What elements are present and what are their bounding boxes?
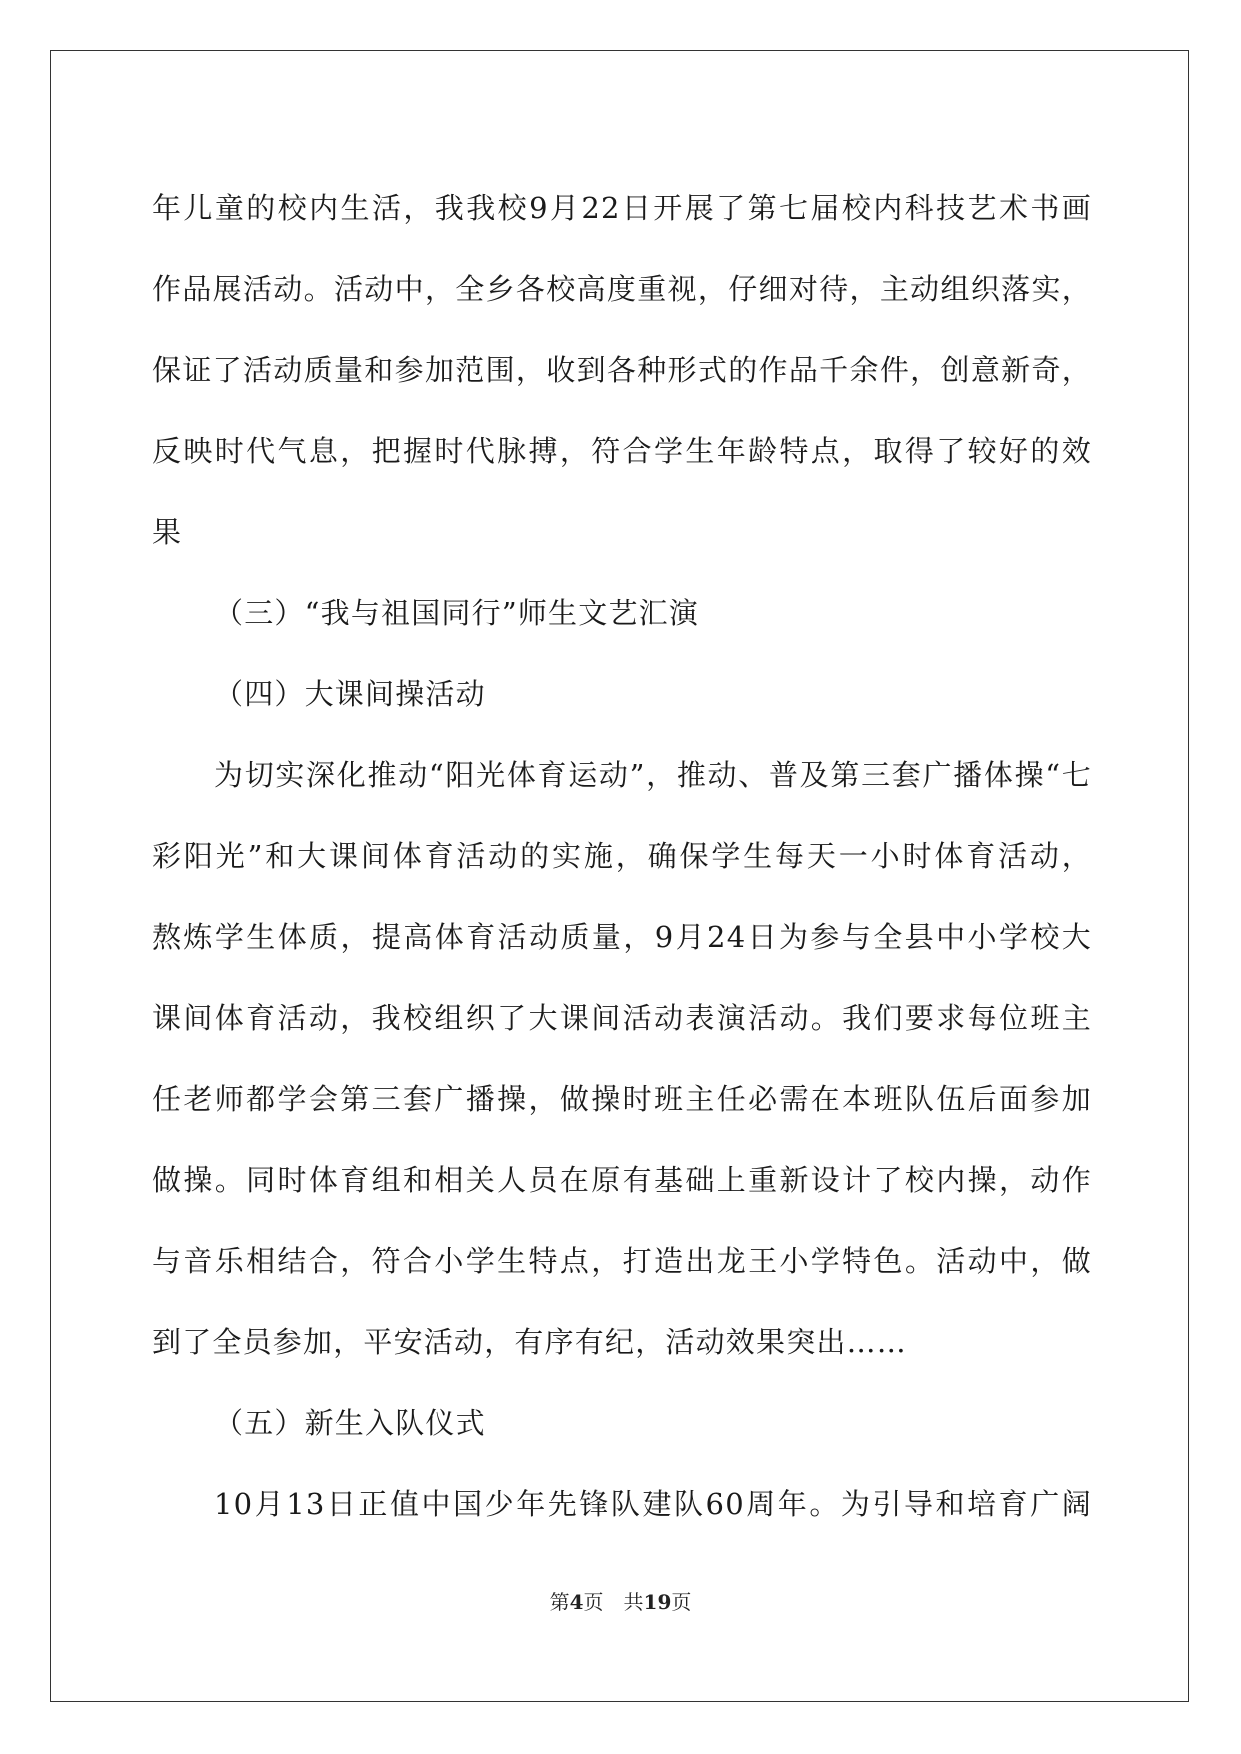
text-line: 保证了活动质量和参加范围，收到各种形式的作品千余件，创意新奇， (152, 353, 1092, 387)
text-line: 10月13日正值中国少年先锋队建队60周年。为引导和培育广阔 (214, 1487, 1092, 1521)
document-body (152, 168, 1092, 1545)
text-line: 课间体育活动，我校组织了大课间活动表演活动。我们要求每位班主 (152, 1001, 1092, 1035)
total-suffix: 页 (671, 1590, 692, 1614)
text-line: （三）“我与祖国同行”师生文艺汇演 (214, 596, 700, 630)
text-line: 果 (152, 515, 183, 549)
text-line: 彩阳光”和大课间体育活动的实施，确保学生每天一小时体育活动， (152, 839, 1092, 873)
page-prefix: 第 (549, 1590, 570, 1614)
current-page-number: 4 (569, 1590, 584, 1614)
total-prefix: 共 (623, 1590, 644, 1614)
text-line: （四）大课间操活动 (214, 677, 486, 711)
text-line: （五）新生入队仪式 (214, 1406, 486, 1440)
text-line: 作品展活动。活动中，全乡各校高度重视，仔细对待，主动组织落实， (152, 272, 1092, 306)
page-footer (0, 1586, 1241, 1615)
text-line: 为切实深化推动“阳光体育运动”，推动、普及第三套广播体操“七 (214, 758, 1092, 792)
text-line: 到了全员参加，平安活动，有序有纪，活动效果突出…… (152, 1325, 908, 1359)
text-line: 做操。同时体育组和相关人员在原有基础上重新设计了校内操，动作 (152, 1163, 1092, 1197)
text-line: 反映时代气息，把握时代脉搏，符合学生年龄特点，取得了较好的效 (152, 434, 1092, 468)
text-line: 年儿童的校内生活，我我校9月22日开展了第七届校内科技艺术书画 (152, 191, 1092, 225)
text-line: 任老师都学会第三套广播操，做操时班主任必需在本班队伍后面参加 (152, 1082, 1092, 1116)
total-page-number: 19 (643, 1590, 672, 1614)
page-suffix: 页 (583, 1590, 604, 1614)
text-line: 与音乐相结合，符合小学生特点，打造出龙王小学特色。活动中，做 (152, 1244, 1092, 1278)
text-line: 熬炼学生体质，提高体育活动质量，9月24日为参与全县中小学校大 (152, 920, 1092, 954)
